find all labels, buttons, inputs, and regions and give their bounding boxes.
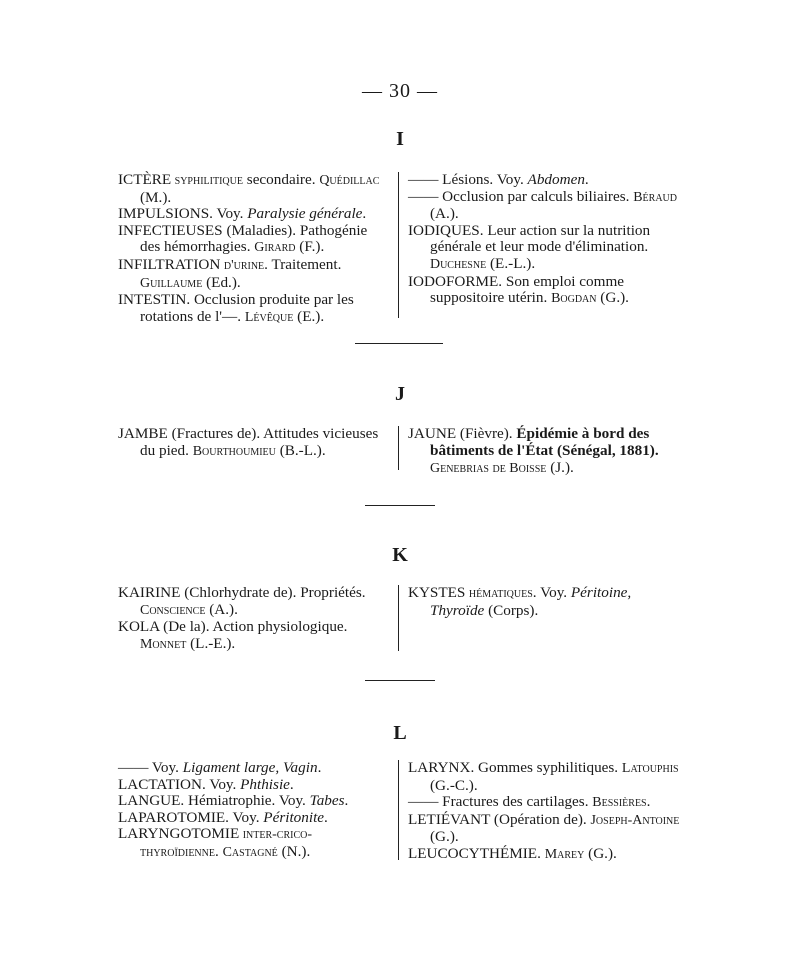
index-entry — [118, 585, 390, 619]
entry-initials: (G.-C.). — [430, 776, 478, 794]
index-entry — [118, 257, 390, 292]
entry-headword: —— — [408, 793, 439, 811]
entry-headword: INTESTIN. — [118, 291, 191, 309]
section-letter-l: L — [393, 722, 407, 744]
entry-headword: LEUCOCYTHÉMIE. — [408, 844, 541, 862]
index-entry — [408, 585, 680, 619]
section-l-left — [118, 760, 390, 862]
entry-text: Hémiatrophie. Voy. — [184, 792, 310, 810]
entry-bold-text: Épidémie à bord des bâtiments de l'État (Sénégal, 1881). — [430, 425, 659, 459]
section-j-left — [118, 426, 390, 460]
entry-headword: IMPULSIONS. — [118, 205, 213, 223]
entry-text: Voy. — [212, 205, 248, 223]
column-divider-i — [398, 172, 399, 318]
entry-reference: Abdomen — [527, 171, 585, 188]
separator-rule-j — [365, 505, 435, 506]
entry-initials: . — [362, 205, 367, 223]
entry-initials: . — [584, 171, 589, 188]
entry-text: Voy. — [148, 759, 183, 776]
index-entry — [118, 760, 390, 777]
entry-author: Monnet — [140, 636, 187, 652]
entry-headword: —— — [408, 187, 439, 205]
entry-headword: LARYNX. — [408, 759, 475, 776]
entry-author: Latouphis — [621, 761, 679, 776]
section-letter-k: K — [392, 544, 408, 566]
section-k-right — [408, 585, 680, 619]
entry-text: Leur action sur la nutrition générale et leur mode d'élimination. — [430, 221, 651, 256]
page-number: — 30 — — [362, 80, 438, 102]
entry-headword: LAPAROTOMIE. — [118, 808, 229, 826]
entry-initials: (E.-L.). — [486, 254, 536, 272]
entry-initials: (M.). — [140, 188, 172, 206]
entry-qualifier: hématiques — [465, 586, 533, 601]
entry-headword: LANGUE. — [118, 792, 185, 810]
entry-text: Voy. — [228, 808, 264, 826]
index-entry — [118, 793, 390, 810]
entry-headword: ICTÈRE — [118, 171, 172, 188]
separator-rule-k — [365, 680, 435, 681]
entry-text: Fractures des cartilages. — [438, 793, 593, 811]
entry-qualifier: inter-crico-thyroïdienne — [140, 827, 313, 860]
entry-initials: (Ed.). — [202, 273, 241, 291]
entry-reference: Ligament large, Vagin — [182, 759, 318, 776]
entry-headword: JAUNE — [408, 425, 457, 442]
entry-headword: KAIRINE — [118, 584, 181, 601]
entry-author: Quédillac — [319, 173, 380, 188]
entry-initials: (F.). — [295, 238, 325, 256]
entry-headword: INFECTIEUSES — [118, 221, 223, 239]
entry-text: Lésions. Voy. — [438, 171, 528, 188]
entry-initials: . — [289, 775, 294, 793]
entry-initials: (G.). — [584, 844, 617, 862]
index-entry — [408, 426, 680, 478]
entry-text: (Fièvre). — [456, 425, 517, 442]
section-j-right — [408, 426, 680, 478]
entry-author: Duchesne — [430, 256, 487, 272]
entry-initials: (J.). — [546, 459, 574, 477]
entry-author: Castagné — [222, 844, 278, 860]
entry-initials: (E.). — [293, 307, 325, 325]
entry-initials: (L.-E.). — [186, 634, 236, 652]
entry-author: Lévêque — [244, 309, 294, 325]
entry-headword: KOLA — [118, 618, 160, 636]
section-i-right — [408, 172, 680, 308]
entry-text: (Chlorhydrate de). Propriétés. — [180, 584, 366, 601]
index-entry — [118, 172, 390, 206]
entry-initials: . — [317, 759, 322, 776]
separator-rule-i — [355, 343, 443, 344]
index-entry — [118, 619, 390, 653]
entry-qualifier: d'urine — [220, 257, 265, 273]
entry-text: (Fractures de). Attitudes vicieuses du pied. — [140, 425, 379, 459]
entry-text: Occlusion produite par les rotations de l'—. — [140, 291, 354, 325]
entry-headword: LETIÉVANT — [408, 810, 491, 828]
index-entry — [118, 826, 390, 861]
entry-author: Guillaume — [140, 275, 203, 291]
entry-author: Joseph-Antoine — [590, 812, 680, 828]
entry-initials: (Corps). — [484, 601, 539, 619]
entry-headword: IODOFORME. — [408, 272, 503, 290]
index-entry — [408, 172, 680, 189]
entry-headword: KYSTES — [408, 584, 466, 601]
entry-text: (Opération de). — [490, 810, 591, 828]
entry-reference: Tabes — [309, 792, 345, 810]
entry-text: Occlusion par calculs biliaires. — [438, 187, 634, 205]
entry-initials: . — [344, 792, 349, 810]
entry-author: Marey — [544, 846, 585, 862]
index-entry — [408, 760, 680, 794]
index-entry — [118, 810, 390, 827]
index-entry — [118, 292, 390, 326]
column-divider-k — [398, 585, 399, 651]
entry-initials: (A.). — [205, 600, 238, 618]
entry-headword: LACTATION. — [118, 775, 206, 793]
entry-text: secondaire. — [242, 171, 320, 188]
entry-text: . Traitement. — [264, 255, 342, 273]
entry-headword: LARYNGOTOMIE — [118, 825, 240, 843]
entry-text: . — [215, 842, 223, 860]
index-entry — [118, 426, 390, 460]
section-i-left — [118, 172, 390, 326]
index-entry — [408, 846, 680, 864]
entry-author: Bogdan — [551, 291, 597, 307]
entry-initials: (A.). — [430, 205, 459, 223]
entry-headword: INFILTRATION — [118, 255, 221, 273]
entry-reference: Paralysie générale — [247, 205, 363, 223]
index-entry — [118, 223, 390, 257]
index-entry — [408, 223, 680, 274]
index-entry — [118, 777, 390, 794]
section-letter-i: I — [396, 128, 404, 150]
entry-text: Voy. — [205, 775, 241, 793]
section-k-left — [118, 585, 390, 653]
entry-author: Girard — [254, 240, 296, 256]
entry-initials: . — [324, 808, 328, 826]
entry-reference: Phthisie — [240, 775, 290, 793]
entry-author: Genebrias de Boisse — [430, 461, 547, 477]
index-entry — [408, 274, 680, 308]
entry-reference: Péritoine, Thyroïde — [430, 584, 632, 619]
entry-author: Béraud — [633, 189, 677, 205]
entry-text: . Voy. — [532, 584, 571, 601]
index-entry — [408, 794, 680, 812]
entry-author: Conscience — [140, 602, 206, 618]
entry-initials: (B.-L.). — [275, 441, 326, 459]
entry-author: Bessières — [592, 795, 647, 811]
entry-headword: —— — [118, 759, 149, 776]
entry-reference: Péritonite — [263, 808, 325, 826]
entry-headword: IODIQUES. — [408, 221, 484, 239]
index-entry — [118, 206, 390, 223]
entry-text: Son emploi comme suppositoire utérin. — [430, 272, 625, 307]
entry-headword: —— — [408, 171, 439, 188]
index-entry — [408, 812, 680, 846]
column-divider-j — [398, 426, 399, 470]
entry-initials: (G.). — [596, 289, 629, 307]
entry-initials: (G.). — [430, 828, 459, 846]
entry-initials: (N.). — [277, 842, 311, 860]
section-letter-j: J — [395, 383, 405, 405]
entry-text: Gommes syphilitiques. — [474, 759, 622, 776]
index-entry — [408, 189, 680, 223]
entry-text: (De la). Action physiologique. — [159, 618, 348, 636]
entry-author: Bourthoumieu — [192, 443, 276, 459]
section-l-right — [408, 760, 680, 864]
column-divider-l — [398, 760, 399, 860]
entry-qualifier: syphilitique — [171, 173, 243, 188]
entry-text: (Maladies). Pathogénie des hémorrhagies. — [140, 221, 368, 256]
entry-headword: JAMBE — [118, 425, 168, 442]
entry-initials: . — [646, 793, 651, 811]
